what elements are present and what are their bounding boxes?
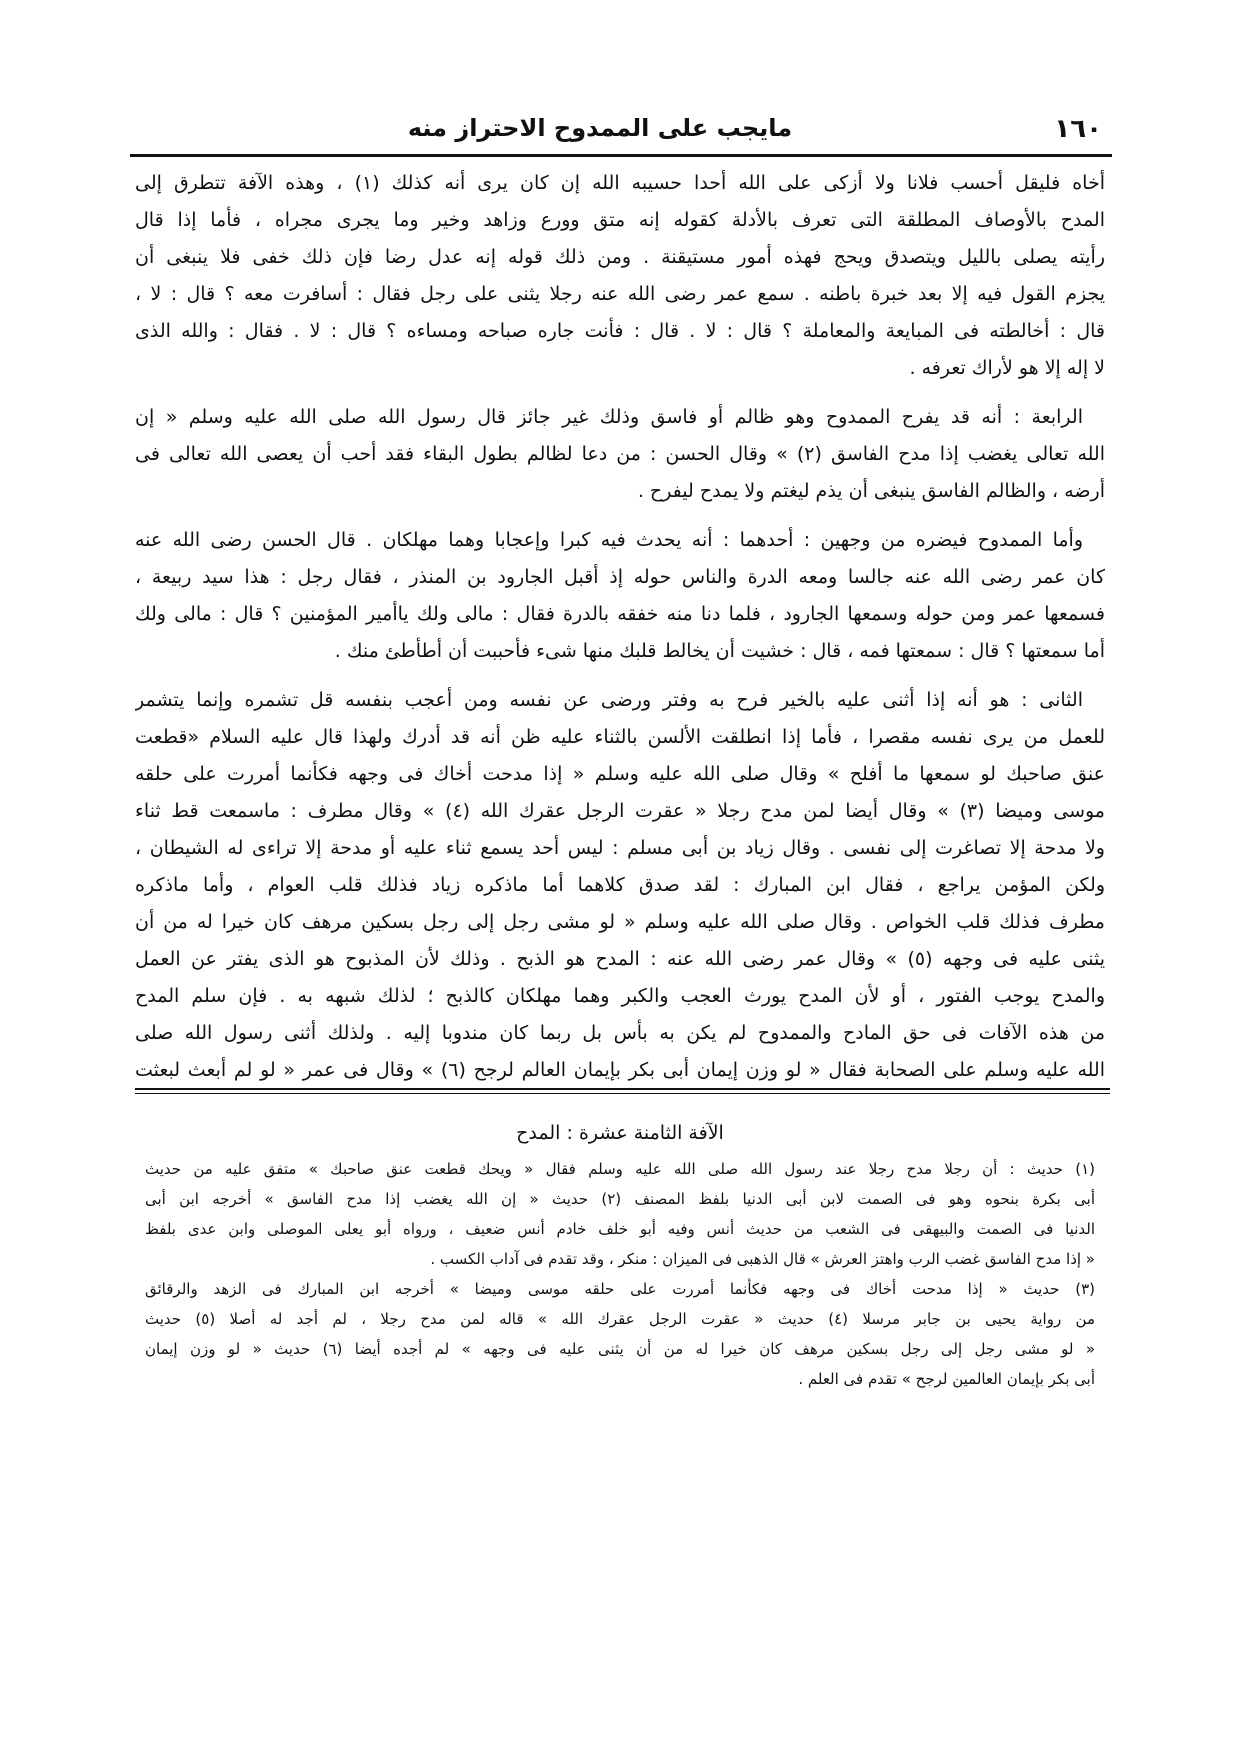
text-line: أما سمعتها ؟ قال : سمعتها فمه ، قال : خشيت أن يخالط قلبك منها شىء فأحببت أن أطأطئ منك . xyxy=(334,640,1105,662)
footnote-line: (٣) حديث « إذا مدحت أخاك فى وجهه فكأنما أمررت على حلقه موسى وميضا » أخرجه ابن المبارك فى الزهد والرقائق xyxy=(145,1280,1095,1298)
footnote-line: « إذا مدح الفاسق غضب الرب واهتز العرش » قال الذهبى فى الميزان : منكر ، وقد تقدم فى آداب الكسب . xyxy=(430,1250,1095,1268)
footnote-line: من رواية يحيى بن جابر مرسلا (٤) حديث « عقرت الرجل عقرك الله » قاله لمن مدح رجلا ، لم أجد له أصلا (٥) حديث xyxy=(145,1310,1095,1328)
text-line: الله تعالى يغضب إذا مدح الفاسق (٢) » وقال الحسن : من دعا لظالم بطول البقاء فقد أحب أن يعصى الله تعالى فى xyxy=(135,443,1105,465)
text-line: فسمعها عمر ومن حوله وسمعها الجارود ، فلما دنا منه خفقه بالدرة فقال : مالى ولك ياأمير المؤمنين ؟ قال : مالى ولك xyxy=(135,603,1105,625)
text-line: وأما الممدوح فيضره من وجهين : أحدهما : أنه يحدث فيه كبرا وإعجابا وهما مهلكان . قال الحسن رضى الله عنه xyxy=(135,529,1083,551)
text-line: أرضه ، والظالم الفاسق ينبغى أن يذم ليغتم ولا يمدح ليفرح . xyxy=(637,480,1105,502)
text-line: رأيته يصلى بالليل ويتصدق ويحج فهذه أمور مستيقنة . ومن ذلك قوله إنه عدل رضا فإن ذلك خفى فلا ينبغى أن xyxy=(135,246,1105,268)
footnote-separator-rule-thin xyxy=(135,1093,1110,1094)
text-line: موسى وميضا (٣) » وقال أيضا لمن مدح رجلا « عقرت الرجل عقرك الله (٤) » وقال مطرف : ماسمعت قط ثناء xyxy=(135,800,1105,822)
footnote-line: أبى بكرة بنحوه وهو فى الصمت لابن أبى الدنيا بلفظ المصنف (٢) حديث « إن الله يغضب إذا مدح الفاسق » أخرجه ابن أبى xyxy=(145,1190,1095,1208)
footnote-line: « لو مشى رجل إلى رجل بسكين مرهف كان خيرا له من أن يثنى عليه فى وجهه » لم أجده أيضا (٦) حديث « لو وزن إيمان xyxy=(145,1340,1095,1358)
footnotes-title: الآفة الثامنة عشرة : المدح xyxy=(516,1122,724,1144)
text-line: ولكن المؤمن يراجع ، فقال ابن المبارك : لقد صدق كلاهما أما ماذكره زياد فذلك قلب العوام ، وأما ماذكره xyxy=(135,874,1105,896)
text-line: من هذه الآفات فى حق المادح والممدوح لم يكن به بأس بل ربما كان مندوبا إليه . ولذلك أثنى رسول الله صلى xyxy=(135,1022,1105,1044)
text-line: الثانى : هو أنه إذا أثنى عليه بالخير فرح به وفتر ورضى عن نفسه ومن أعجب بنفسه قل تشمره وإنما يتشمر xyxy=(135,689,1083,711)
text-line: كان عمر رضى الله عنه جالسا ومعه الدرة والناس حوله إذ أقبل الجارود بن المنذر ، فقال رجل : هذا سيد ربيعة ، xyxy=(135,566,1105,588)
text-line: والمدح يوجب الفتور ، أو لأن المدح يورث العجب والكبر وهما مهلكان كالذبح ؛ لذلك شبهه به . فإن سلم المدح xyxy=(135,985,1105,1007)
footnote-separator-rule xyxy=(135,1088,1110,1090)
page-number: ١٦٠ xyxy=(1054,114,1102,144)
text-line: يثنى عليه فى وجهه (٥) » وقال عمر رضى الله عنه : المدح هو الذبح . وذلك لأن المذبوح هو الذى يفتر عن العمل xyxy=(135,948,1105,970)
footnote-line: الدنيا فى الصمت والبيهقى فى الشعب من حديث أنس وفيه أبو خلف خادم أنس ضعيف ، ورواه أبو يعلى الموصلى وابن عدى بلفظ xyxy=(145,1220,1095,1238)
text-line: لا إله إلا هو لأراك تعرفه . xyxy=(909,357,1105,379)
text-line: الله عليه وسلم على الصحابة فقال « لو وزن إيمان أبى بكر بإيمان العالم لرجح (٦) » وقال فى عمر « لو لم أبعث لبعثت xyxy=(135,1059,1105,1081)
text-line: عنق صاحبك لو سمعها ما أفلح » وقال صلى الله عليه وسلم « إذا مدحت أخاك فى وجهه فكأنما أمررت على حلقه xyxy=(135,763,1105,785)
text-line: المدح بالأوصاف المطلقة التى تعرف بالأدلة كقوله إنه متق وورع وزاهد وخير وما يجرى مجراه ، فأما إذا قال xyxy=(135,209,1105,231)
text-line: يجزم القول فيه إلا بعد خبرة باطنه . سمع عمر رضى الله عنه رجلا يثنى على رجل فقال : أسافرت معه ؟ قال : لا ، xyxy=(135,283,1105,305)
footnote-line: أبى بكر بإيمان العالمين لرجح » تقدم فى العلم . xyxy=(798,1370,1095,1388)
text-line: قال : أخالطته فى المبايعة والمعاملة ؟ قال : لا . قال : فأنت جاره صباحه ومساءه ؟ قال : لا . فقال : والله الذى xyxy=(135,320,1105,342)
footnote-line: (١) حديث : أن رجلا مدح رجلا عند رسول الله صلى الله عليه وسلم فقال « ويحك قطعت عنق صاحبك » متفق عليه من حديث xyxy=(145,1160,1095,1178)
text-line: أخاه فليقل أحسب فلانا ولا أزكى على الله أحدا حسيبه الله إن كان يرى أنه كذلك (١) ، وهذه الآفة تتطرق إلى xyxy=(135,172,1105,194)
text-line: مطرف فذلك قلب الخواص . وقال صلى الله عليه وسلم « لو مشى رجل إلى رجل بسكين مرهف كان خيرا له من أن xyxy=(135,911,1105,933)
running-title: مايجب على الممدوح الاحتراز منه xyxy=(407,114,793,142)
header-rule xyxy=(130,154,1112,157)
text-line: ولا مدحة إلا تصاغرت إلى نفسى . وقال زياد بن أبى مسلم : ليس أحد يسمع ثناء عليه أو مدحة إلا تراءى له الشيطان ، xyxy=(135,837,1105,859)
text-line: الرابعة : أنه قد يفرح الممدوح وهو ظالم أو فاسق وذلك غير جائز قال رسول الله صلى الله عليه وسلم « إن xyxy=(135,406,1083,428)
text-line: للعمل من يرى نفسه مقصرا ، فأما إذا انطلقت الألسن بالثناء عليه ظن أنه قد أدرك ولهذا قال عليه السلام «قطعت xyxy=(135,726,1105,748)
